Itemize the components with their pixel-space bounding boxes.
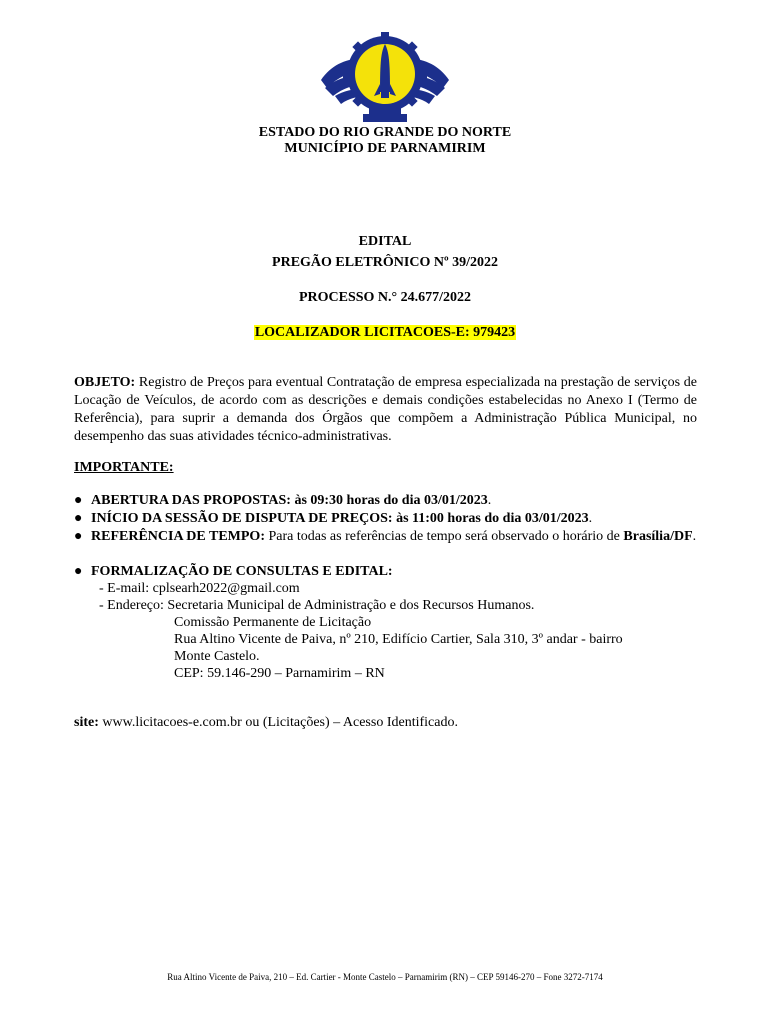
page-footer: Rua Altino Vicente de Paiva, 210 – Ed. Cartier - Monte Castelo – Parnamirim (RN) – CEP 59146-270 – Fone 3272-7174 [167, 972, 603, 982]
cep-line: CEP: 59.146-290 – Parnamirim – RN [174, 666, 385, 681]
bullet-referencia [74, 528, 697, 564]
referencia-label: REFERÊNCIA DE TEMPO: [91, 529, 265, 544]
bullet-dot: ● [74, 529, 83, 544]
bullet-dot: ● [74, 511, 83, 526]
localizador-highlight: LOCALIZADOR LICITACOES-E: 979423 [254, 325, 516, 340]
header-municipality: MUNICÍPIO DE PARNAMIRIM [284, 141, 486, 156]
parnamirim-emblem-logo [313, 22, 457, 126]
processo-number: PROCESSO N.° 24.677/2022 [298, 290, 472, 305]
formalizacao-label: FORMALIZAÇÃO DE CONSULTAS E EDITAL: [91, 564, 393, 579]
inicio-text: INÍCIO DA SESSÃO DE DISPUTA DE PREÇOS: às 11:00 horas do dia 03/01/2023 [91, 511, 589, 526]
inicio-period: . [588, 511, 593, 526]
importante-heading: IMPORTANTE: [74, 460, 174, 475]
site-label: site: [74, 715, 99, 730]
edital-title: EDITAL [358, 234, 412, 249]
site-line [74, 714, 458, 732]
referencia-brasilia: Brasília/DF [623, 529, 693, 544]
referencia-text: Para todas as referências de tempo será observado o horário de [264, 529, 624, 544]
bairro-line: Monte Castelo. [174, 649, 260, 664]
rua-line: Rua Altino Vicente de Paiva, nº 210, Edifício Cartier, Sala 310, 3º andar - bairro [174, 632, 623, 647]
referencia-period: . [692, 529, 697, 544]
pregao-number: PREGÃO ELETRÔNICO Nº 39/2022 [272, 255, 498, 270]
endereco-line: - Endereço: Secretaria Municipal de Administração e dos Recursos Humanos. [99, 598, 535, 613]
localizador-line [0, 325, 770, 341]
objeto-paragraph [74, 374, 697, 446]
comissao-line: Comissão Permanente de Licitação [174, 615, 372, 630]
importante-heading-wrap [74, 459, 697, 477]
abertura-period: . [487, 493, 492, 508]
bullet-dot: ● [74, 564, 83, 579]
objeto-label: OBJETO: [74, 375, 136, 390]
objeto-text: Registro de Preços para eventual Contratação de empresa especializada na prestação de serviços de Locação de Veículos, de acordo com as descrições e demais condições estabelecidas no Anexo I (Termo de Referência), para suprir a demanda dos Órgãos que compõem a Administração Pública Municipal, no desempenho das suas atividades técnico-administrativas. [74, 375, 697, 444]
abertura-text: ABERTURA DAS PROPOSTAS: às 09:30 horas do dia 03/01/2023 [91, 493, 488, 508]
header-state: ESTADO DO RIO GRANDE DO NORTE [258, 125, 512, 140]
email-line: - E-mail: cplsearh2022@gmail.com [99, 581, 300, 596]
bullet-dot: ● [74, 493, 83, 508]
site-text: www.licitacoes-e.com.br ou (Licitações) – Acesso Identificado. [98, 715, 458, 730]
